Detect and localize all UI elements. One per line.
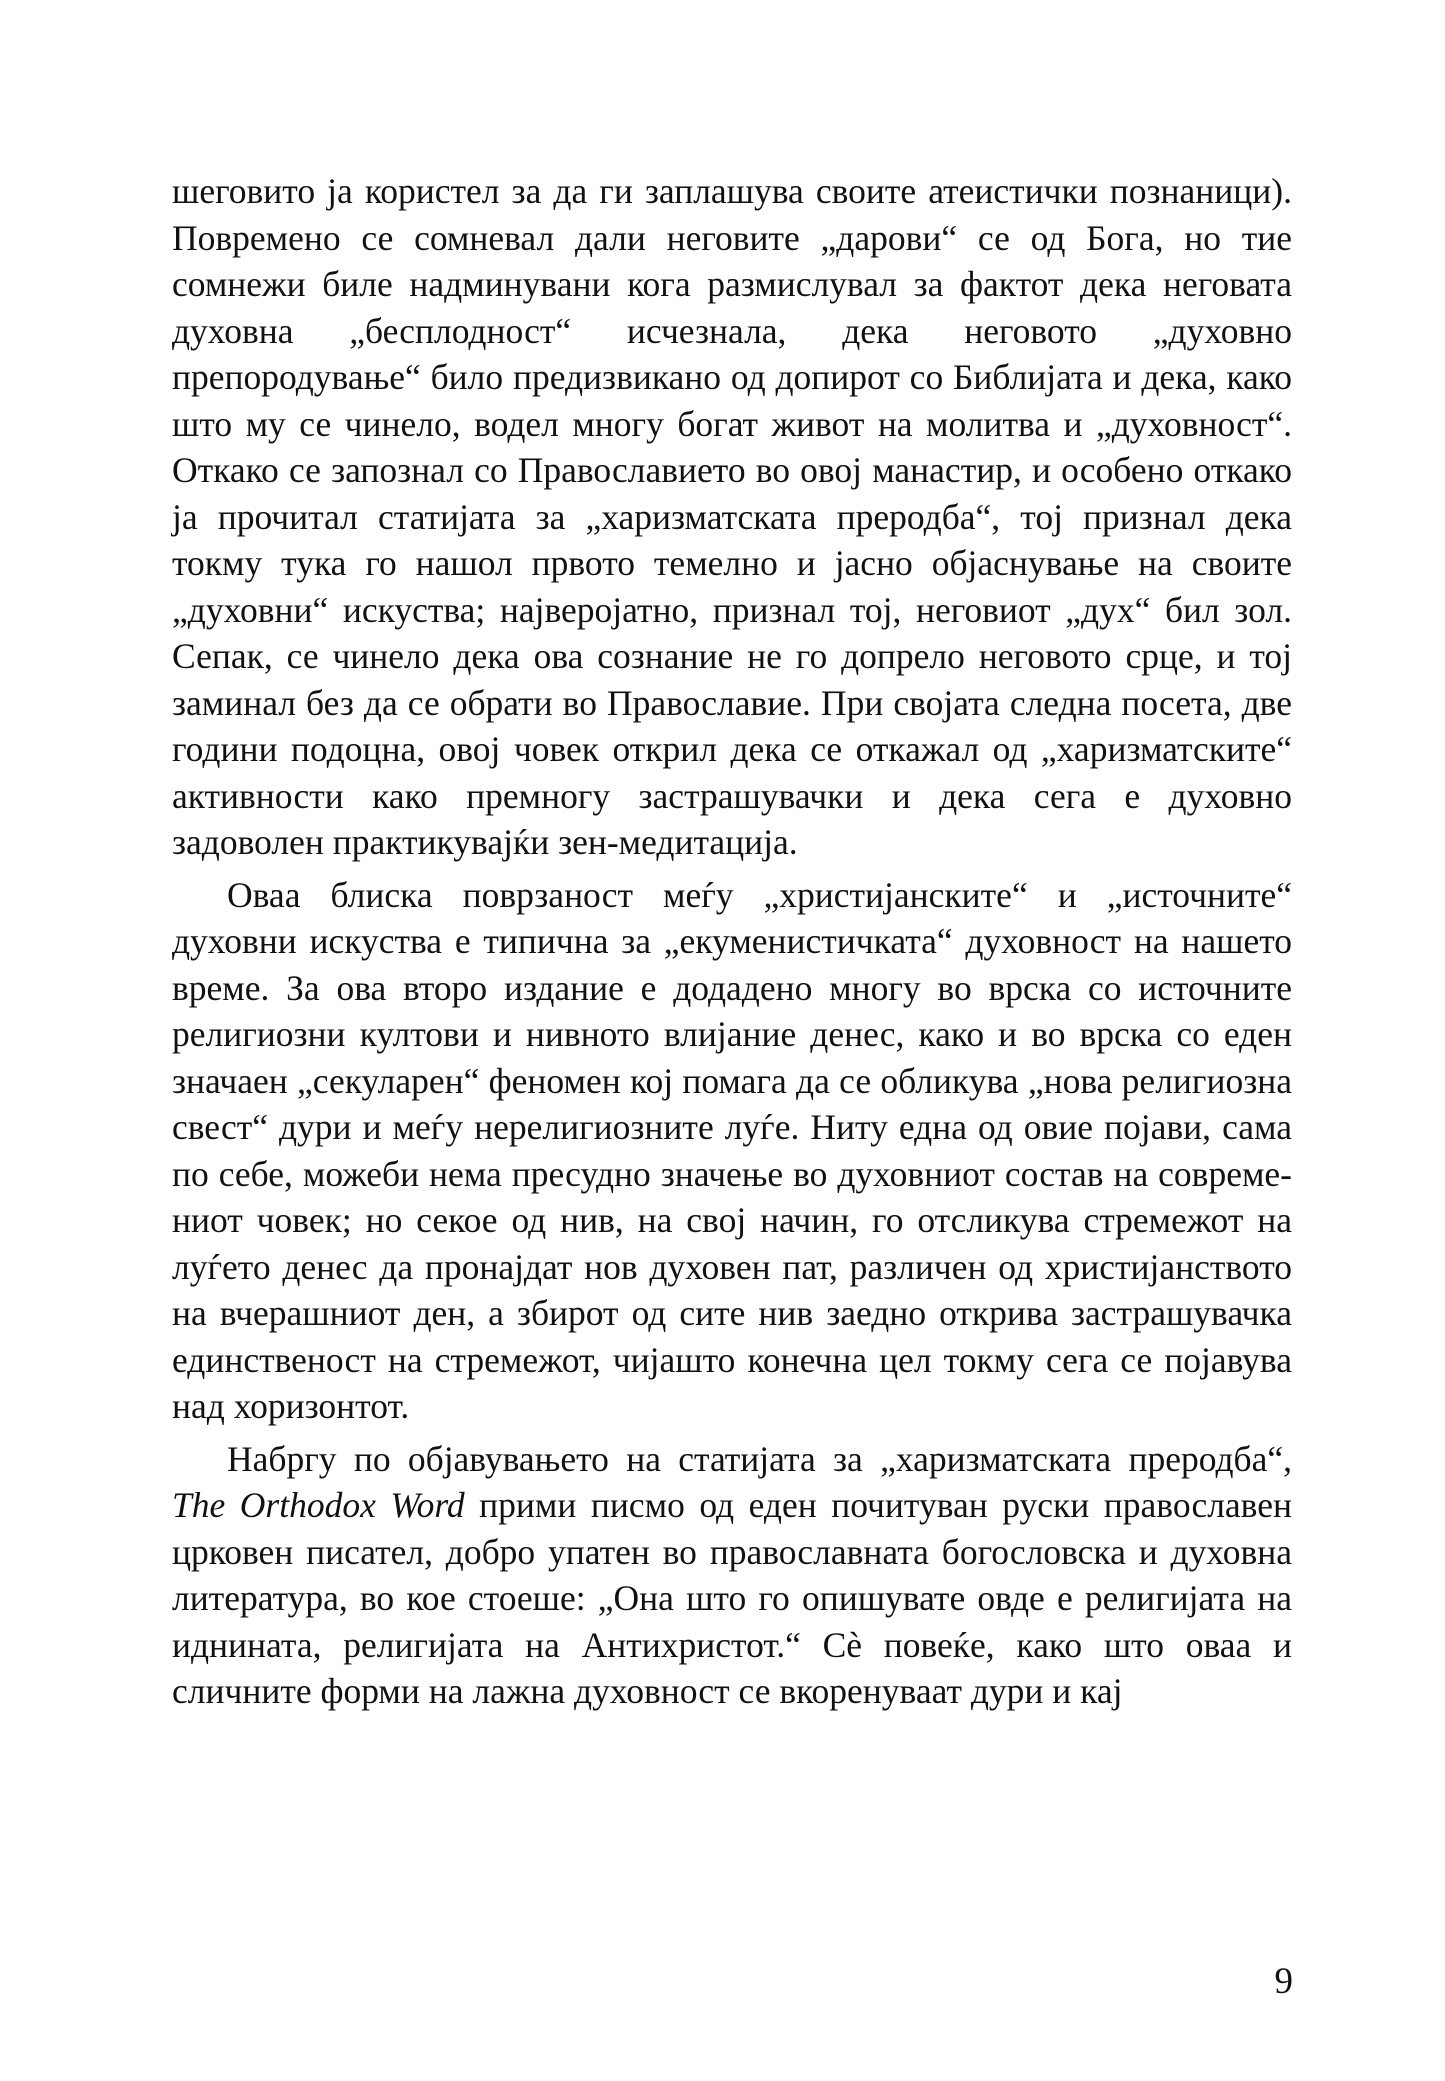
paragraph-3-text-a: Набргу по објавувањето на статијата за „харизматската преродба“, [227, 1438, 1292, 1479]
paragraph-2 [172, 872, 1292, 1430]
paragraph-1-text: шеговито ја користел за да ги заплашува своите атеистички познаници). Повремено се сомневал дали неговите „дарови“ се од Бога, но тие сомнежи биле надминувани кога размислувал за фактот дека неговата духовна „бесплодност“ исчезнала, дека неговото „духовно препородување“ било предизвикано од допирот со Библијата и дека, како што му се чинело, водел многу богат живот на молитва и „духовност“. Откако се запознал со Православието во овој манастир, и особено откако ја прочитал статијата за „харизматската преродба“, тој признал дека токму тука го нашол првото темелно и јасно објаснување на своите „духовни“ искуства; најверојатно, признал тој, неговиот „дух“ бил зол. Сепак, се чинело дека ова сознание не го допрело неговото срце, и тој заминал без да се обрати во Православие. При својата следна посета, две години подоцна, овој човек открил дека се откажал од „харизматските“ активности како премногу застрашувачки и дека сега е духовно задоволен практикувајќи зен-медитација. [172, 171, 1292, 862]
page-number: 9 [1274, 1961, 1293, 2002]
paragraph-3 [172, 1436, 1292, 1715]
journal-title: The Orthodox Word [172, 1485, 465, 1525]
paragraph-1 [172, 168, 1292, 866]
paragraph-3-text-b: прими писмо од еден почитуван руски православен црковен писател, добро упатен во православната богословска и духовна литература, во кое стоеше: „Она што го опишувате овде е религијата на иднината, религијата на Антихристот.“ Сè повеќе, како што оваа и сличните форми на лажна духовност се вкоренуваат дури и кај [172, 1485, 1292, 1711]
page-body [172, 168, 1292, 1715]
paragraph-2-text: Оваа блиска поврзаност меѓу „христијанските“ и „источните“ духовни искуства е типична за „екуменистичката“ духовност на нашето време. За ова второ издание е додадено многу во врска со источните религиозни култови и нивното влијание денес, како и во врска со еден значаен „секуларен“ феномен кој помага да се обликува „нова религиозна свест“ дури и меѓу нерелигиозните луѓе. Ниту една од овие појави, сама по себе, можеби нема пресудно значење во духовниот состав на современиот човек; но секое од нив, на свој начин, го отсликува стремежот на луѓето денес да пронајдат нов духовен пат, различен од христијанството на вчерашниот ден, а збирот од сите нив заедно открива застрашувачка единственост на стремежот, чијашто конечна цел токму сега се појавува над хоризонтот. [172, 874, 1292, 1426]
